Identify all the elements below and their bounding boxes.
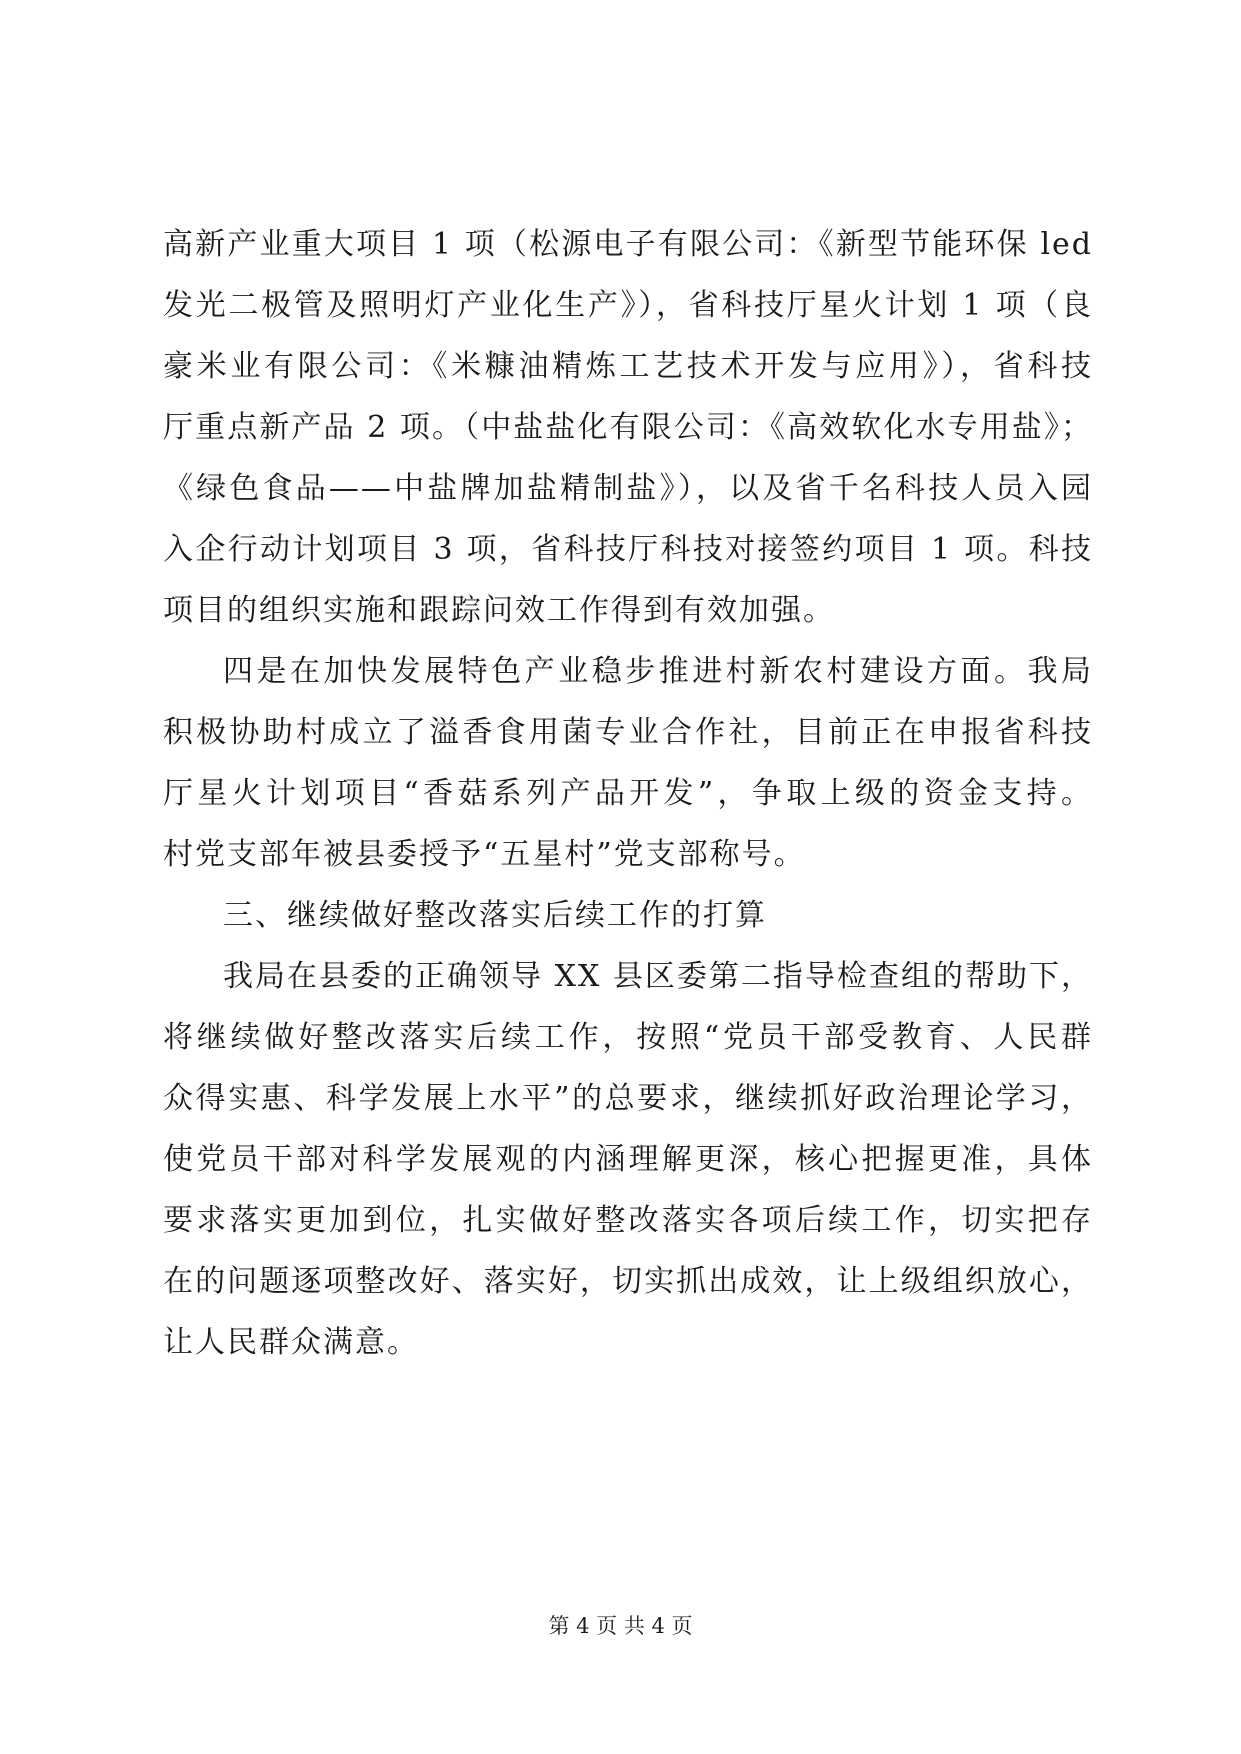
- page-footer: 第 4 页 共 4 页: [548, 1614, 693, 1638]
- text-line: 厅星火计划项目“香菇系列产品开发”，争取上级的资金支持。: [163, 776, 1093, 811]
- text-line: 入企行动计划项目 3 项，省科技厅科技对接签约项目 1 项。科技: [163, 532, 1093, 567]
- text-line: 使党员干部对科学发展观的内涵理解更深，核心把握更准，具体: [163, 1142, 1093, 1177]
- text-line: 《绿色食品——中盐牌加盐精制盐》），以及省千名科技人员入园: [163, 471, 1093, 506]
- text-line: 三、继续做好整改落实后续工作的打算: [223, 898, 767, 933]
- text-line: 四是在加快发展特色产业稳步推进村新农村建设方面。我局: [223, 654, 1093, 689]
- text-line: 将继续做好整改落实后续工作，按照“党员干部受教育、人民群: [163, 1020, 1093, 1055]
- text-line: 我局在县委的正确领导 XX 县区委第二指导检查组的帮助下，: [223, 959, 1093, 994]
- text-line: 让人民群众满意。: [163, 1325, 419, 1360]
- document-body: [163, 229, 1093, 1388]
- text-line: 高新产业重大项目 1 项（松源电子有限公司：《新型节能环保 led: [163, 227, 1093, 262]
- text-line: 发光二极管及照明灯产业化生产》），省科技厅星火计划 1 项（良: [163, 288, 1093, 323]
- text-line: 村党支部年被县委授予“五星村”党支部称号。: [163, 837, 806, 872]
- text-line: 豪米业有限公司：《米糠油精炼工艺技术开发与应用》），省科技: [163, 349, 1093, 384]
- text-line: 积极协助村成立了溢香食用菌专业合作社，目前正在申报省科技: [163, 715, 1093, 750]
- text-line: 众得实惠、科学发展上水平”的总要求，继续抓好政治理论学习，: [163, 1081, 1093, 1116]
- text-line: 项目的组织实施和跟踪问效工作得到有效加强。: [163, 593, 835, 628]
- text-line: 要求落实更加到位，扎实做好整改落实各项后续工作，切实把存: [163, 1203, 1093, 1238]
- text-line: 厅重点新产品 2 项。（中盐盐化有限公司：《高效软化水专用盐》；: [163, 410, 1093, 445]
- text-line: 在的问题逐项整改好、落实好，切实抓出成效，让上级组织放心，: [163, 1264, 1093, 1299]
